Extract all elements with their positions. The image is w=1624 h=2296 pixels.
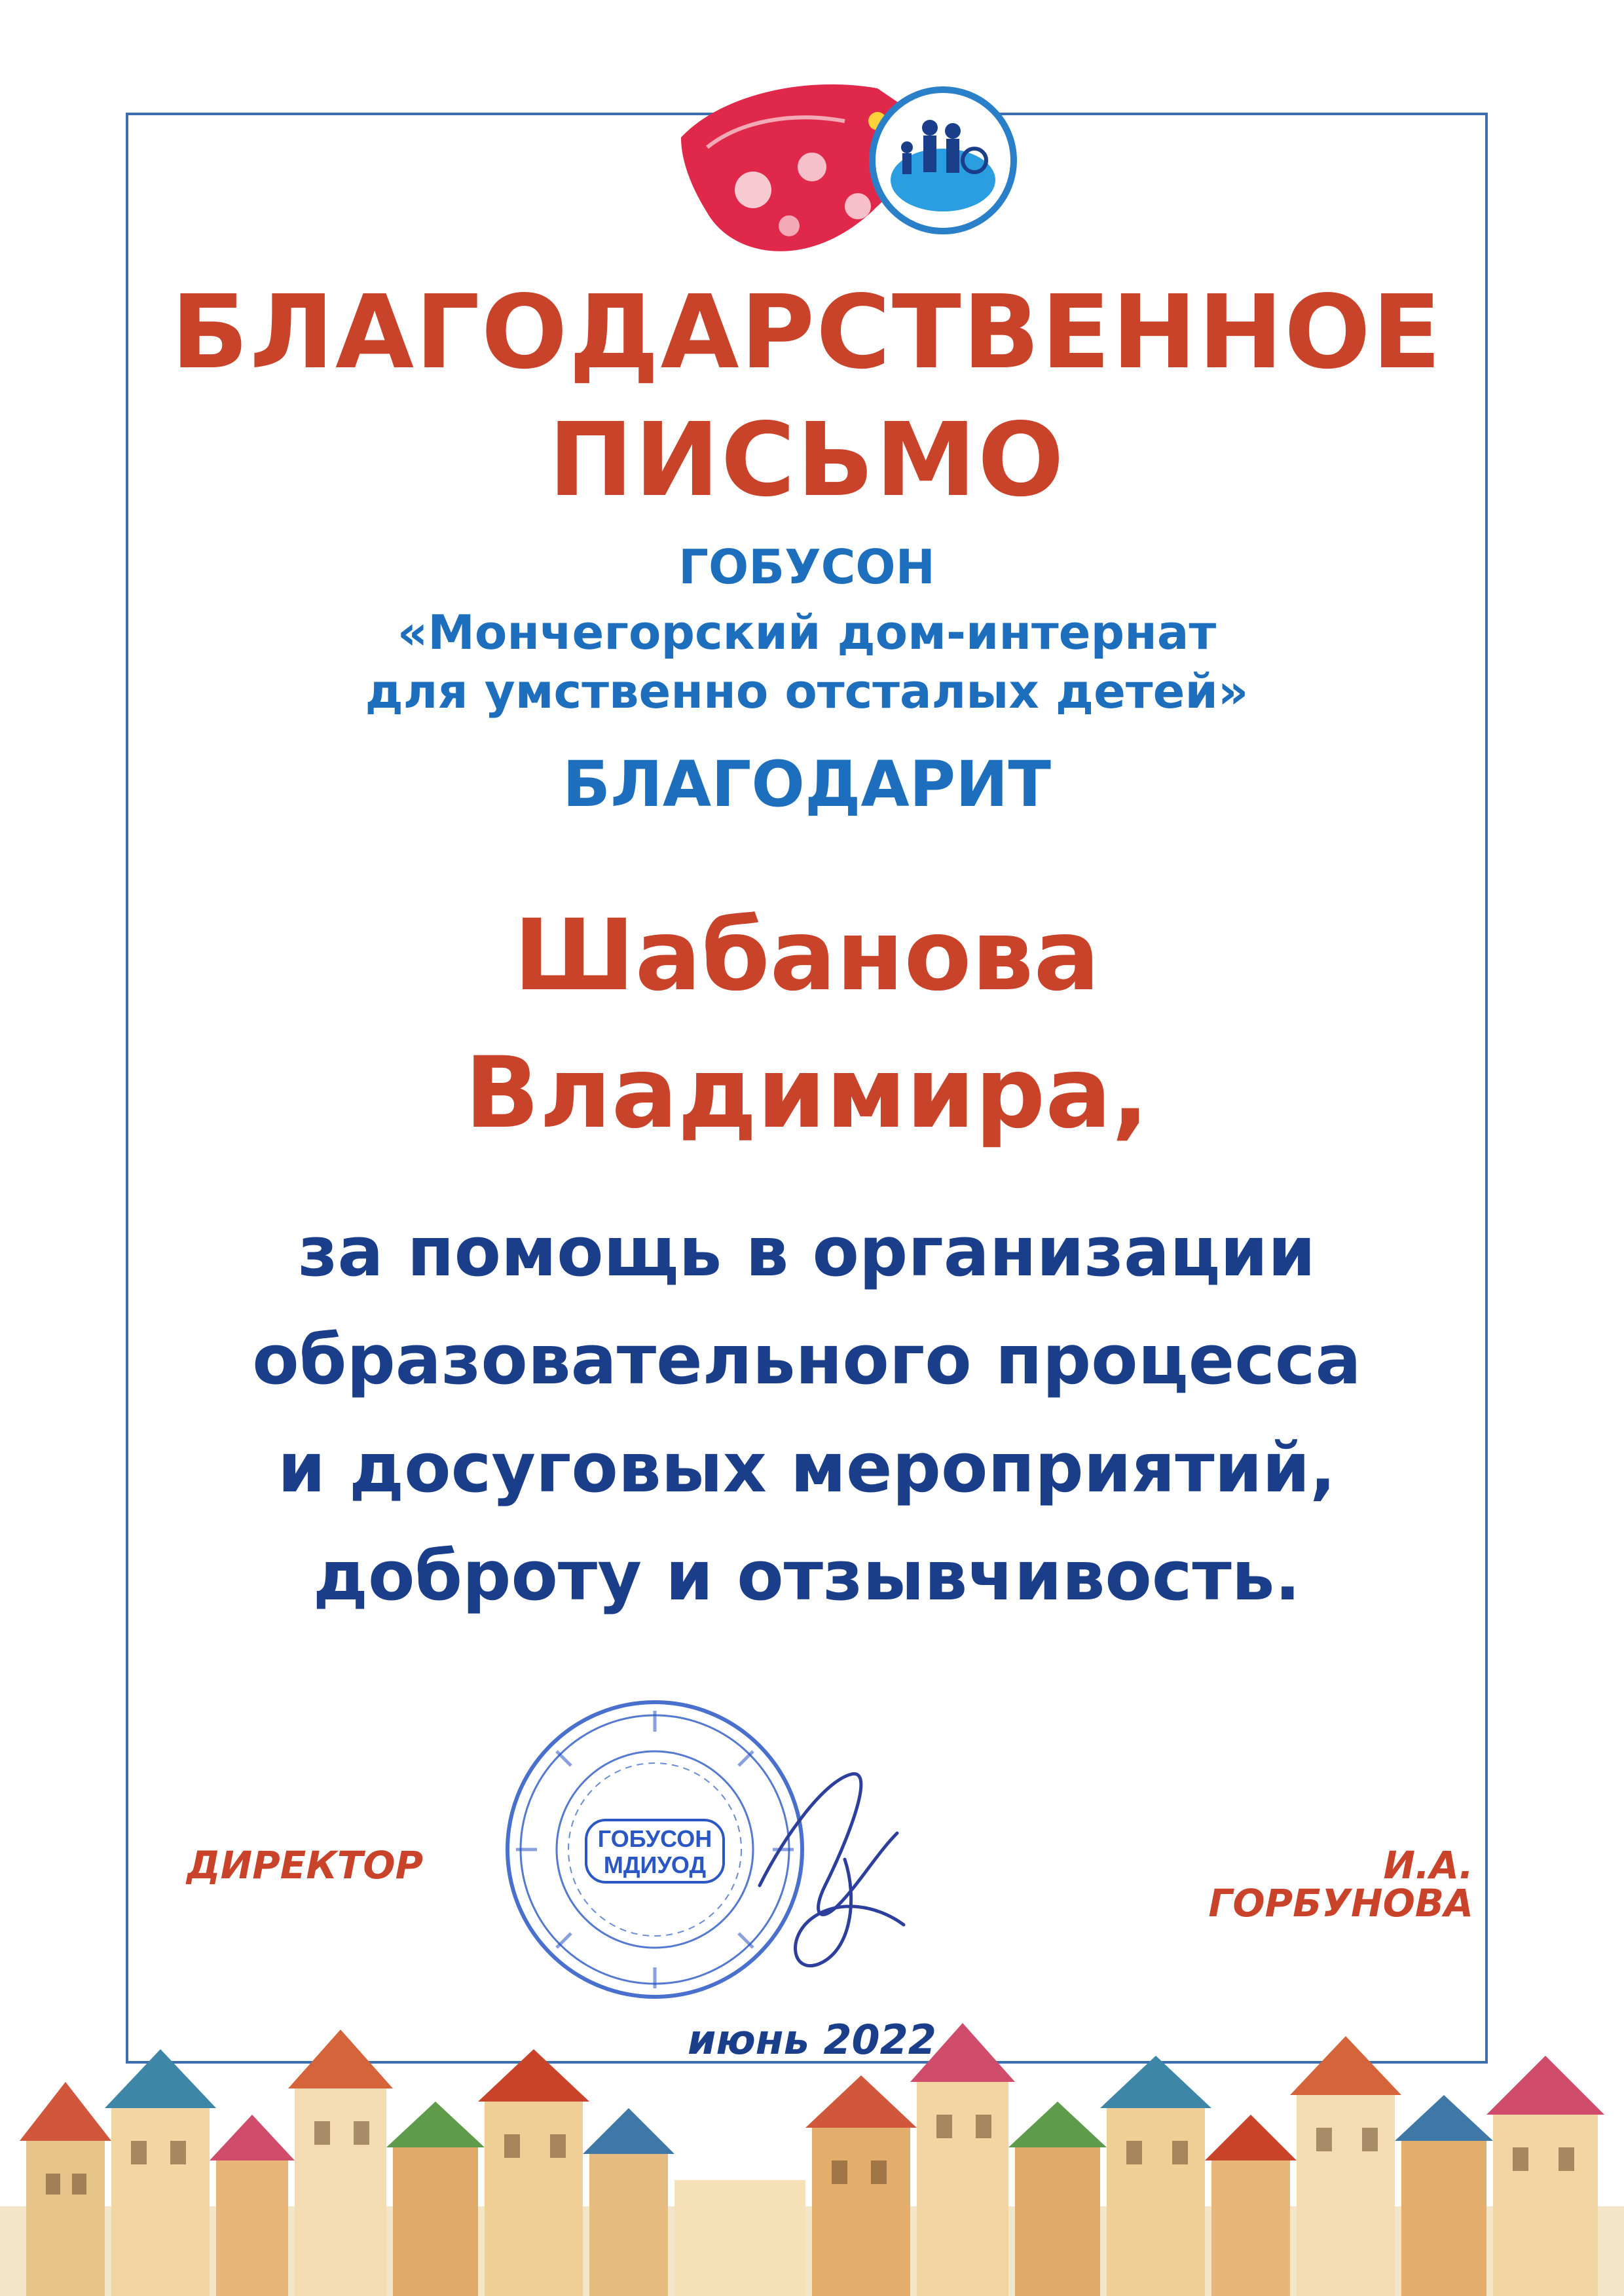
stamp-center-line1: ГОБУСОН xyxy=(597,1825,712,1852)
letter-title-line2: ПИСЬМО xyxy=(548,401,1065,519)
org-short-name: ГОБУСОН xyxy=(678,539,935,594)
recipient-surname: Шабанова xyxy=(513,899,1100,1013)
stamp-center-line2: МДИУОД xyxy=(603,1851,707,1878)
letter-date: июнь 2022 xyxy=(688,2016,936,2064)
thanks-verb: БЛАГОДАРИТ xyxy=(563,748,1051,821)
institution-logo-icon xyxy=(681,75,1022,285)
reason-line4: доброту и отзывчивость. xyxy=(312,1536,1301,1616)
org-name-line2: для умственно отсталых детей» xyxy=(365,664,1249,719)
reason-line1: за помощь в организации xyxy=(297,1212,1316,1292)
reason-line3: и досуговых мероприятий, xyxy=(278,1428,1336,1508)
signer-name: И.А. ГОРБУНОВА xyxy=(1208,1843,1473,1925)
recipient-first-name: Владимира, xyxy=(464,1036,1149,1150)
org-name-line1: «Мончегорский дом-интернат xyxy=(397,605,1217,660)
letter-title-line1: БЛАГОДАРСТВЕННОЕ xyxy=(171,273,1443,392)
cartoon-town-illustration xyxy=(0,2010,1624,2296)
reason-line2: образовательного процесса xyxy=(252,1320,1361,1400)
signer-position: ДИРЕКТОР xyxy=(187,1843,424,1887)
handwritten-signature-icon xyxy=(747,1755,917,1977)
